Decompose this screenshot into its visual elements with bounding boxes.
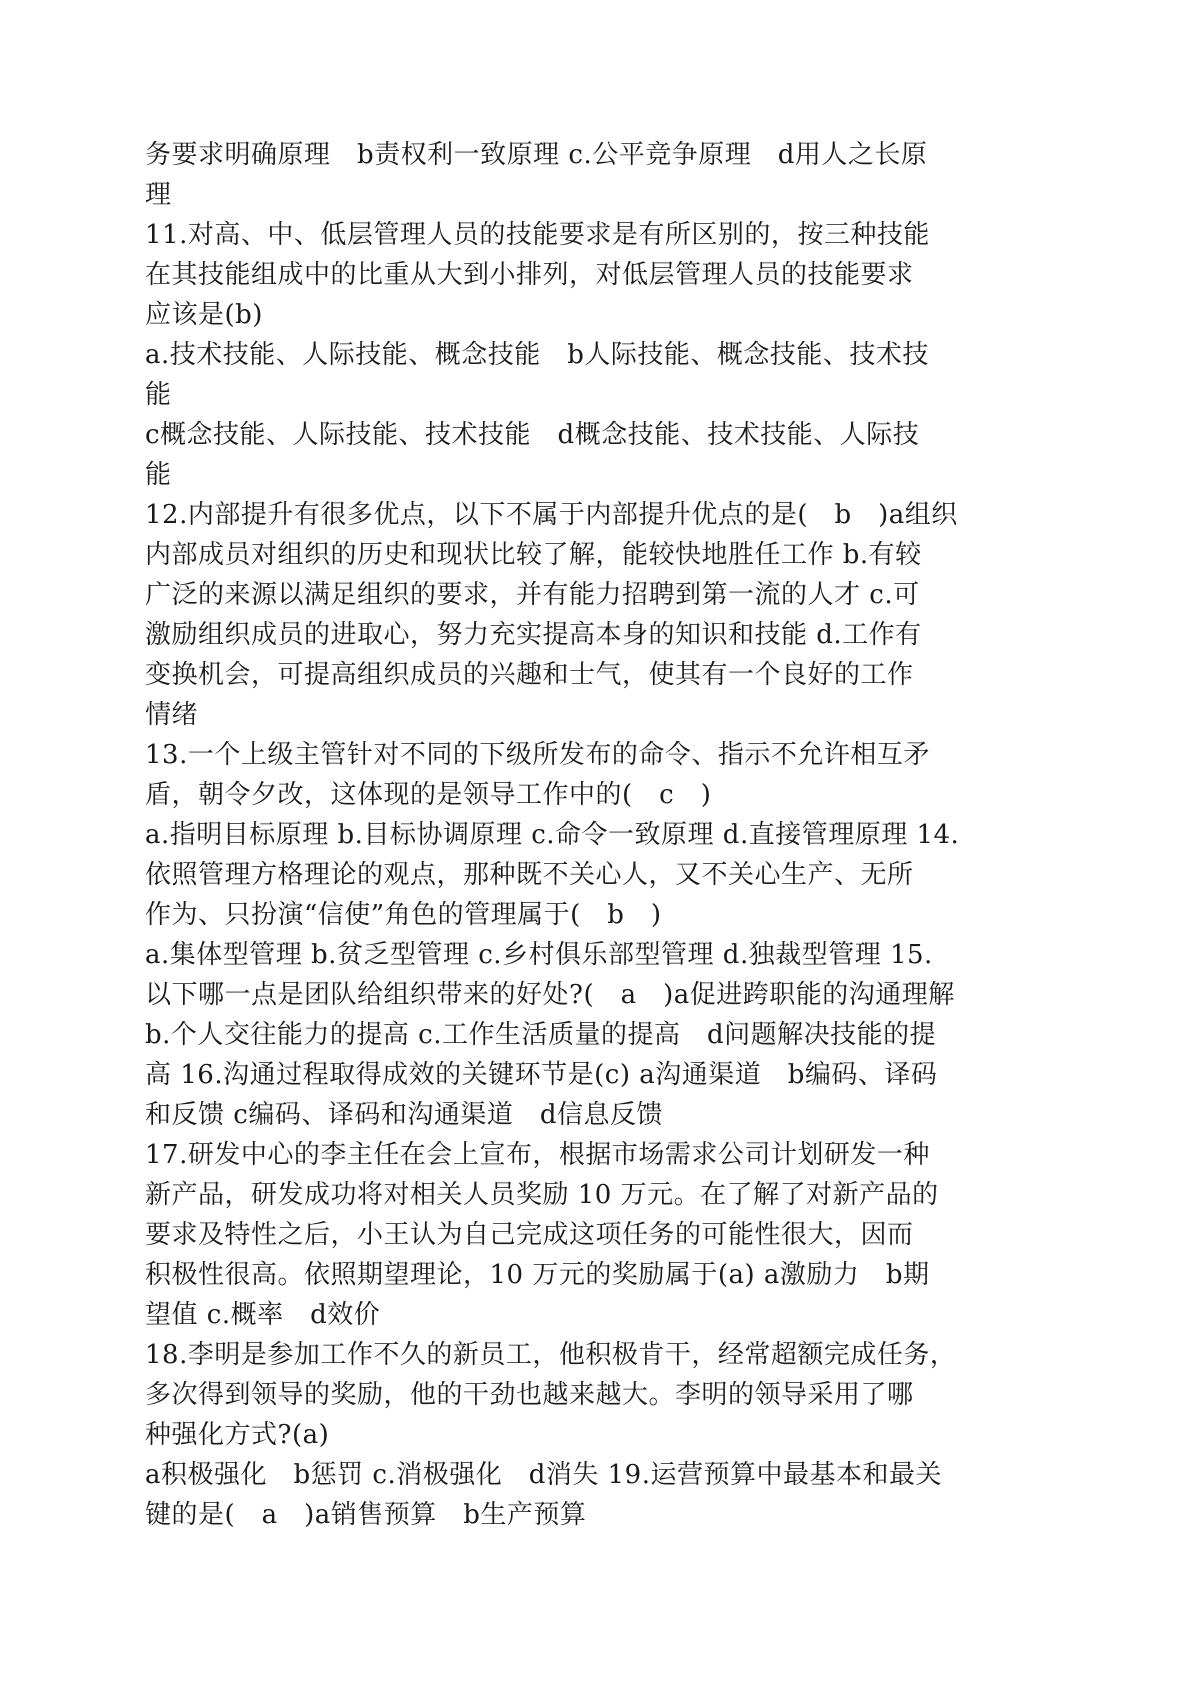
text-line: 新产品，研发成功将对相关人员奖励 10 万元。在了解了对新产品的	[145, 1180, 939, 1210]
document-body	[145, 135, 1070, 1535]
text-line: 以下哪一点是团队给组织带来的好处?( a )a促进跨职能的沟通理解	[145, 980, 955, 1010]
text-line: 和反馈 c编码、译码和沟通渠道 d信息反馈	[145, 1100, 663, 1130]
text-line: 13.一个上级主管针对不同的下级所发布的命令、指示不允许相互矛	[145, 740, 930, 770]
text-line: 应该是(b)	[145, 300, 263, 330]
text-line: 理	[145, 180, 172, 210]
text-line: a.指明目标原理 b.目标协调原理 c.命令一致原理 d.直接管理原理 14.	[145, 820, 960, 850]
text-line: 望值 c.概率 d效价	[145, 1300, 381, 1330]
text-line: 盾，朝令夕改，这体现的是领导工作中的( c )	[145, 780, 712, 810]
text-line: 激励组织成员的进取心，努力充实提高本身的知识和技能 d.工作有	[145, 620, 922, 650]
text-line: 在其技能组成中的比重从大到小排列，对低层管理人员的技能要求	[145, 260, 914, 290]
text-line: 要求及特性之后，小王认为自己完成这项任务的可能性很大，因而	[145, 1220, 914, 1250]
text-line: 多次得到领导的奖励，他的干劲也越来越大。李明的领导采用了哪	[145, 1380, 914, 1410]
text-line: 积极性很高。依照期望理论，10 万元的奖励属于(a) a激励力 b期	[145, 1260, 930, 1290]
text-line: 务要求明确原理 b责权利一致原理 c.公平竞争原理 d用人之长原	[145, 140, 928, 170]
text-line: 高 16.沟通过程取得成效的关键环节是(c) a沟通渠道 b编码、译码	[145, 1060, 938, 1090]
text-line: a积极强化 b惩罚 c.消极强化 d消失 19.运营预算中最基本和最关	[145, 1460, 942, 1490]
text-line: 种强化方式?(a)	[145, 1420, 330, 1450]
text-line: 能	[145, 380, 172, 410]
text-line: 12.内部提升有很多优点，以下不属于内部提升优点的是( b )a组织	[145, 500, 958, 530]
text-line: 能	[145, 460, 172, 490]
text-line: 情绪	[145, 700, 199, 730]
text-line: 18.李明是参加工作不久的新员工，他积极肯干，经常超额完成任务，	[145, 1340, 957, 1370]
text-line: 广泛的来源以满足组织的要求，并有能力招聘到第一流的人才 c.可	[145, 580, 920, 610]
text-line: a.技术技能、人际技能、概念技能 b人际技能、概念技能、技术技	[145, 340, 929, 370]
text-line: 依照管理方格理论的观点，那种既不关心人，又不关心生产、无所	[145, 860, 914, 890]
text-line: 17.研发中心的李主任在会上宣布，根据市场需求公司计划研发一种	[145, 1140, 930, 1170]
text-line: b.个人交往能力的提高 c.工作生活质量的提高 d问题解决技能的提	[145, 1020, 937, 1050]
text-line: 作为、只扮演“信使”角色的管理属于( b )	[145, 900, 662, 930]
text-line: 内部成员对组织的历史和现状比较了解，能较快地胜任工作 b.有较	[145, 540, 922, 570]
text-line: c概念技能、人际技能、技术技能 d概念技能、技术技能、人际技	[145, 420, 920, 450]
text-line: 11.对高、中、低层管理人员的技能要求是有所区别的，按三种技能	[145, 220, 930, 250]
text-line: 变换机会，可提高组织成员的兴趣和士气，使其有一个良好的工作	[145, 660, 914, 690]
text-line: 键的是( a )a销售预算 b生产预算	[145, 1500, 587, 1530]
text-line: a.集体型管理 b.贫乏型管理 c.乡村俱乐部型管理 d.独裁型管理 15.	[145, 940, 933, 970]
